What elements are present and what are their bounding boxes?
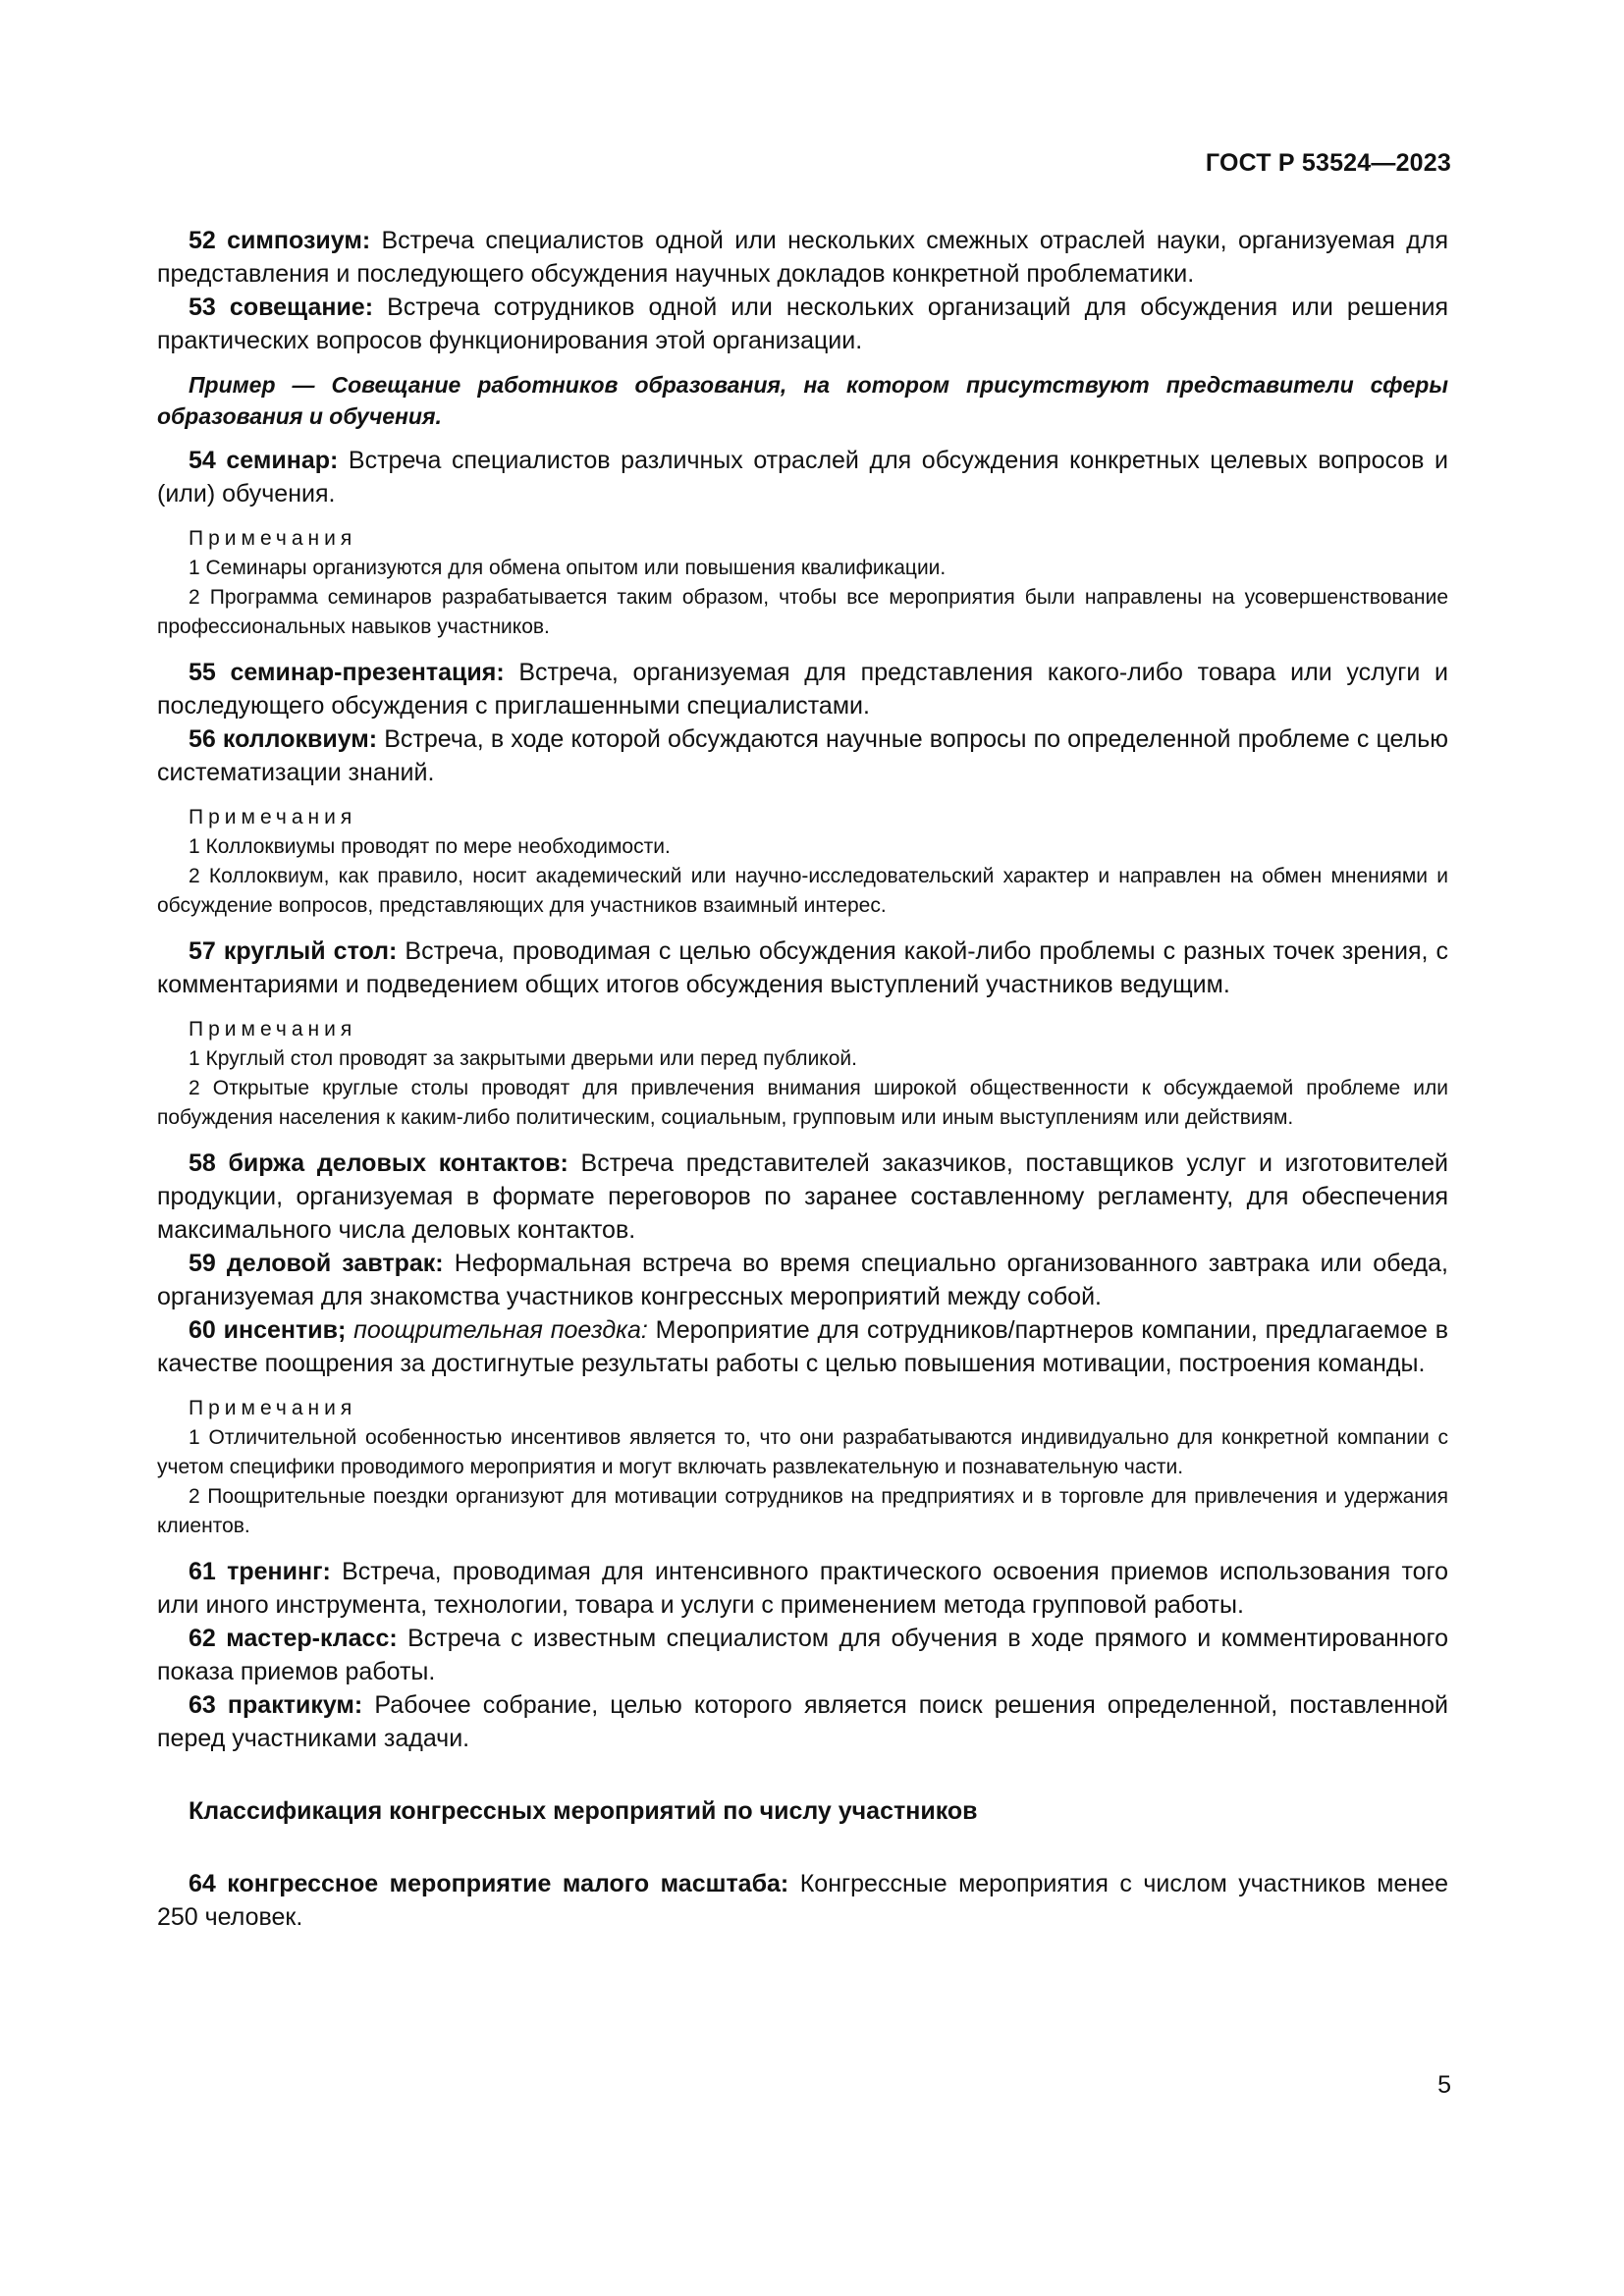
entry-63 [157,1688,1448,1755]
term: 57 круглый стол: [189,937,398,965]
definition: Конгрессные мероприятия с числом участников менее 250 человек. [157,1870,1448,1931]
term: 56 коллоквиум: [189,725,378,753]
definition: Встреча, проводимая с целью обсуждения какой-либо проблемы с разных точек зрения, с комментариями и подведением общих итогов обсуждения выступлений участников ведущим. [157,937,1449,998]
example: Пример — Совещание работников образования, на котором присутствуют представители сферы образования и обучения. [157,372,1448,429]
notes-heading: Примечания [189,527,357,550]
definition: Встреча представителей заказчиков, поставщиков услуг и изготовителей продукции, организуемая в формате переговоров по заранее составленному регламенту, для обеспечения максимального числа деловых контактов. [157,1149,1448,1244]
term: 52 симпозиум: [189,227,371,254]
term: 53 совещание: [189,294,374,321]
alt-term: поощрительная поездка: [346,1316,648,1344]
page-number: 5 [1437,2071,1451,2099]
definition: Встреча специалистов одной или нескольких смежных отраслей науки, организуемая для представления и последующего обсуждения научных докладов конкретной проблематики. [157,227,1448,288]
definition: Встреча, проводимая для интенсивного практического освоения приемов использования того или иного инструмента, технологии, товара и услуги с применением метода групповой работы. [157,1558,1448,1619]
note: 1 Семинары организуются для обмена опытом или повышения квалификации. [189,557,947,579]
document-code: ГОСТ Р 53524—2023 [1205,149,1451,177]
note: 2 Поощрительные поездки организуют для мотивации сотрудников на предприятиях и в торговле для привлечения и удержания клиентов. [157,1485,1448,1537]
entry-53 [157,291,1448,357]
definition: Встреча, организуемая для представления какого-либо товара или услуги и последующего обсуждения с приглашенными специалистами. [157,659,1448,720]
note: 2 Программа семинаров разрабатывается таким образом, чтобы все мероприятия были направлены на усовершенствование профессиональных навыков участников. [157,586,1448,638]
document-body [157,224,1448,1934]
entry-56 [157,722,1448,789]
term: 55 семинар-презентация: [189,659,505,686]
term: 54 семинар: [189,447,339,474]
entry-62 [157,1622,1448,1688]
term: 60 инсентив; [189,1316,347,1344]
entry-55 [157,656,1448,722]
definition: Встреча сотрудников одной или нескольких организаций для обсуждения или решения практических вопросов функционирования этой организации. [157,294,1449,354]
definition: Рабочее собрание, целью которого является поиск решения определенной, поставленной перед участниками задачи. [157,1691,1448,1752]
term: 62 мастер-класс: [189,1625,398,1652]
section-heading: Классификация конгрессных мероприятий по числу участников [189,1797,978,1825]
entry-54 [157,444,1448,510]
term: 64 конгрессное мероприятие малого масштаба: [189,1870,789,1897]
note: 1 Коллоквиумы проводят по мере необходимости. [189,835,671,858]
notes-heading: Примечания [189,1018,357,1041]
entry-58 [157,1147,1448,1247]
entry-61 [157,1555,1448,1622]
term: 63 практикум: [189,1691,363,1719]
definition: Встреча с известным специалистом для обучения в ходе прямого и комментированного показа приемов работы. [157,1625,1448,1685]
definition: Мероприятие для сотрудников/партнеров компании, предлагаемое в качестве поощрения за достигнутые результаты работы с целью повышения мотивации, построения команды. [157,1316,1448,1377]
note: 1 Круглый стол проводят за закрытыми дверьми или перед публикой. [189,1047,857,1070]
term: 58 биржа деловых контактов: [189,1149,568,1177]
entry-57 [157,934,1448,1001]
definition: Встреча специалистов различных отраслей для обсуждения конкретных целевых вопросов и (или) обучения. [157,447,1448,507]
entry-64 [157,1867,1448,1934]
notes-heading: Примечания [189,806,357,828]
term: 61 тренинг: [189,1558,331,1585]
definition: Неформальная встреча во время специально организованного завтрака или обеда, организуемая для знакомства участников конгрессных мероприятий между собой. [157,1250,1448,1310]
definition: Встреча, в ходе которой обсуждаются научные вопросы по определенной проблеме с целью систематизации знаний. [157,725,1448,786]
note: 1 Отличительной особенностью инсентивов является то, что они разрабатываются индивидуально для конкретной компании с учетом специфики проводимого мероприятия и могут включать развлекательную и познавательную части. [157,1426,1448,1478]
note: 2 Коллоквиум, как правило, носит академический или научно-исследовательский характер и направлен на обмен мнениями и обсуждение вопросов, представляющих для участников взаимный интерес. [157,865,1448,917]
entry-59 [157,1247,1448,1313]
term: 59 деловой завтрак: [189,1250,444,1277]
entry-52 [157,224,1448,291]
notes-heading: Примечания [189,1397,357,1419]
note: 2 Открытые круглые столы проводят для привлечения внимания широкой общественности к обсуждаемой проблеме или побуждения населения к каким-либо политическим, социальным, групповым или иным выступлениям или действиям. [157,1077,1448,1129]
entry-60 [157,1313,1448,1380]
